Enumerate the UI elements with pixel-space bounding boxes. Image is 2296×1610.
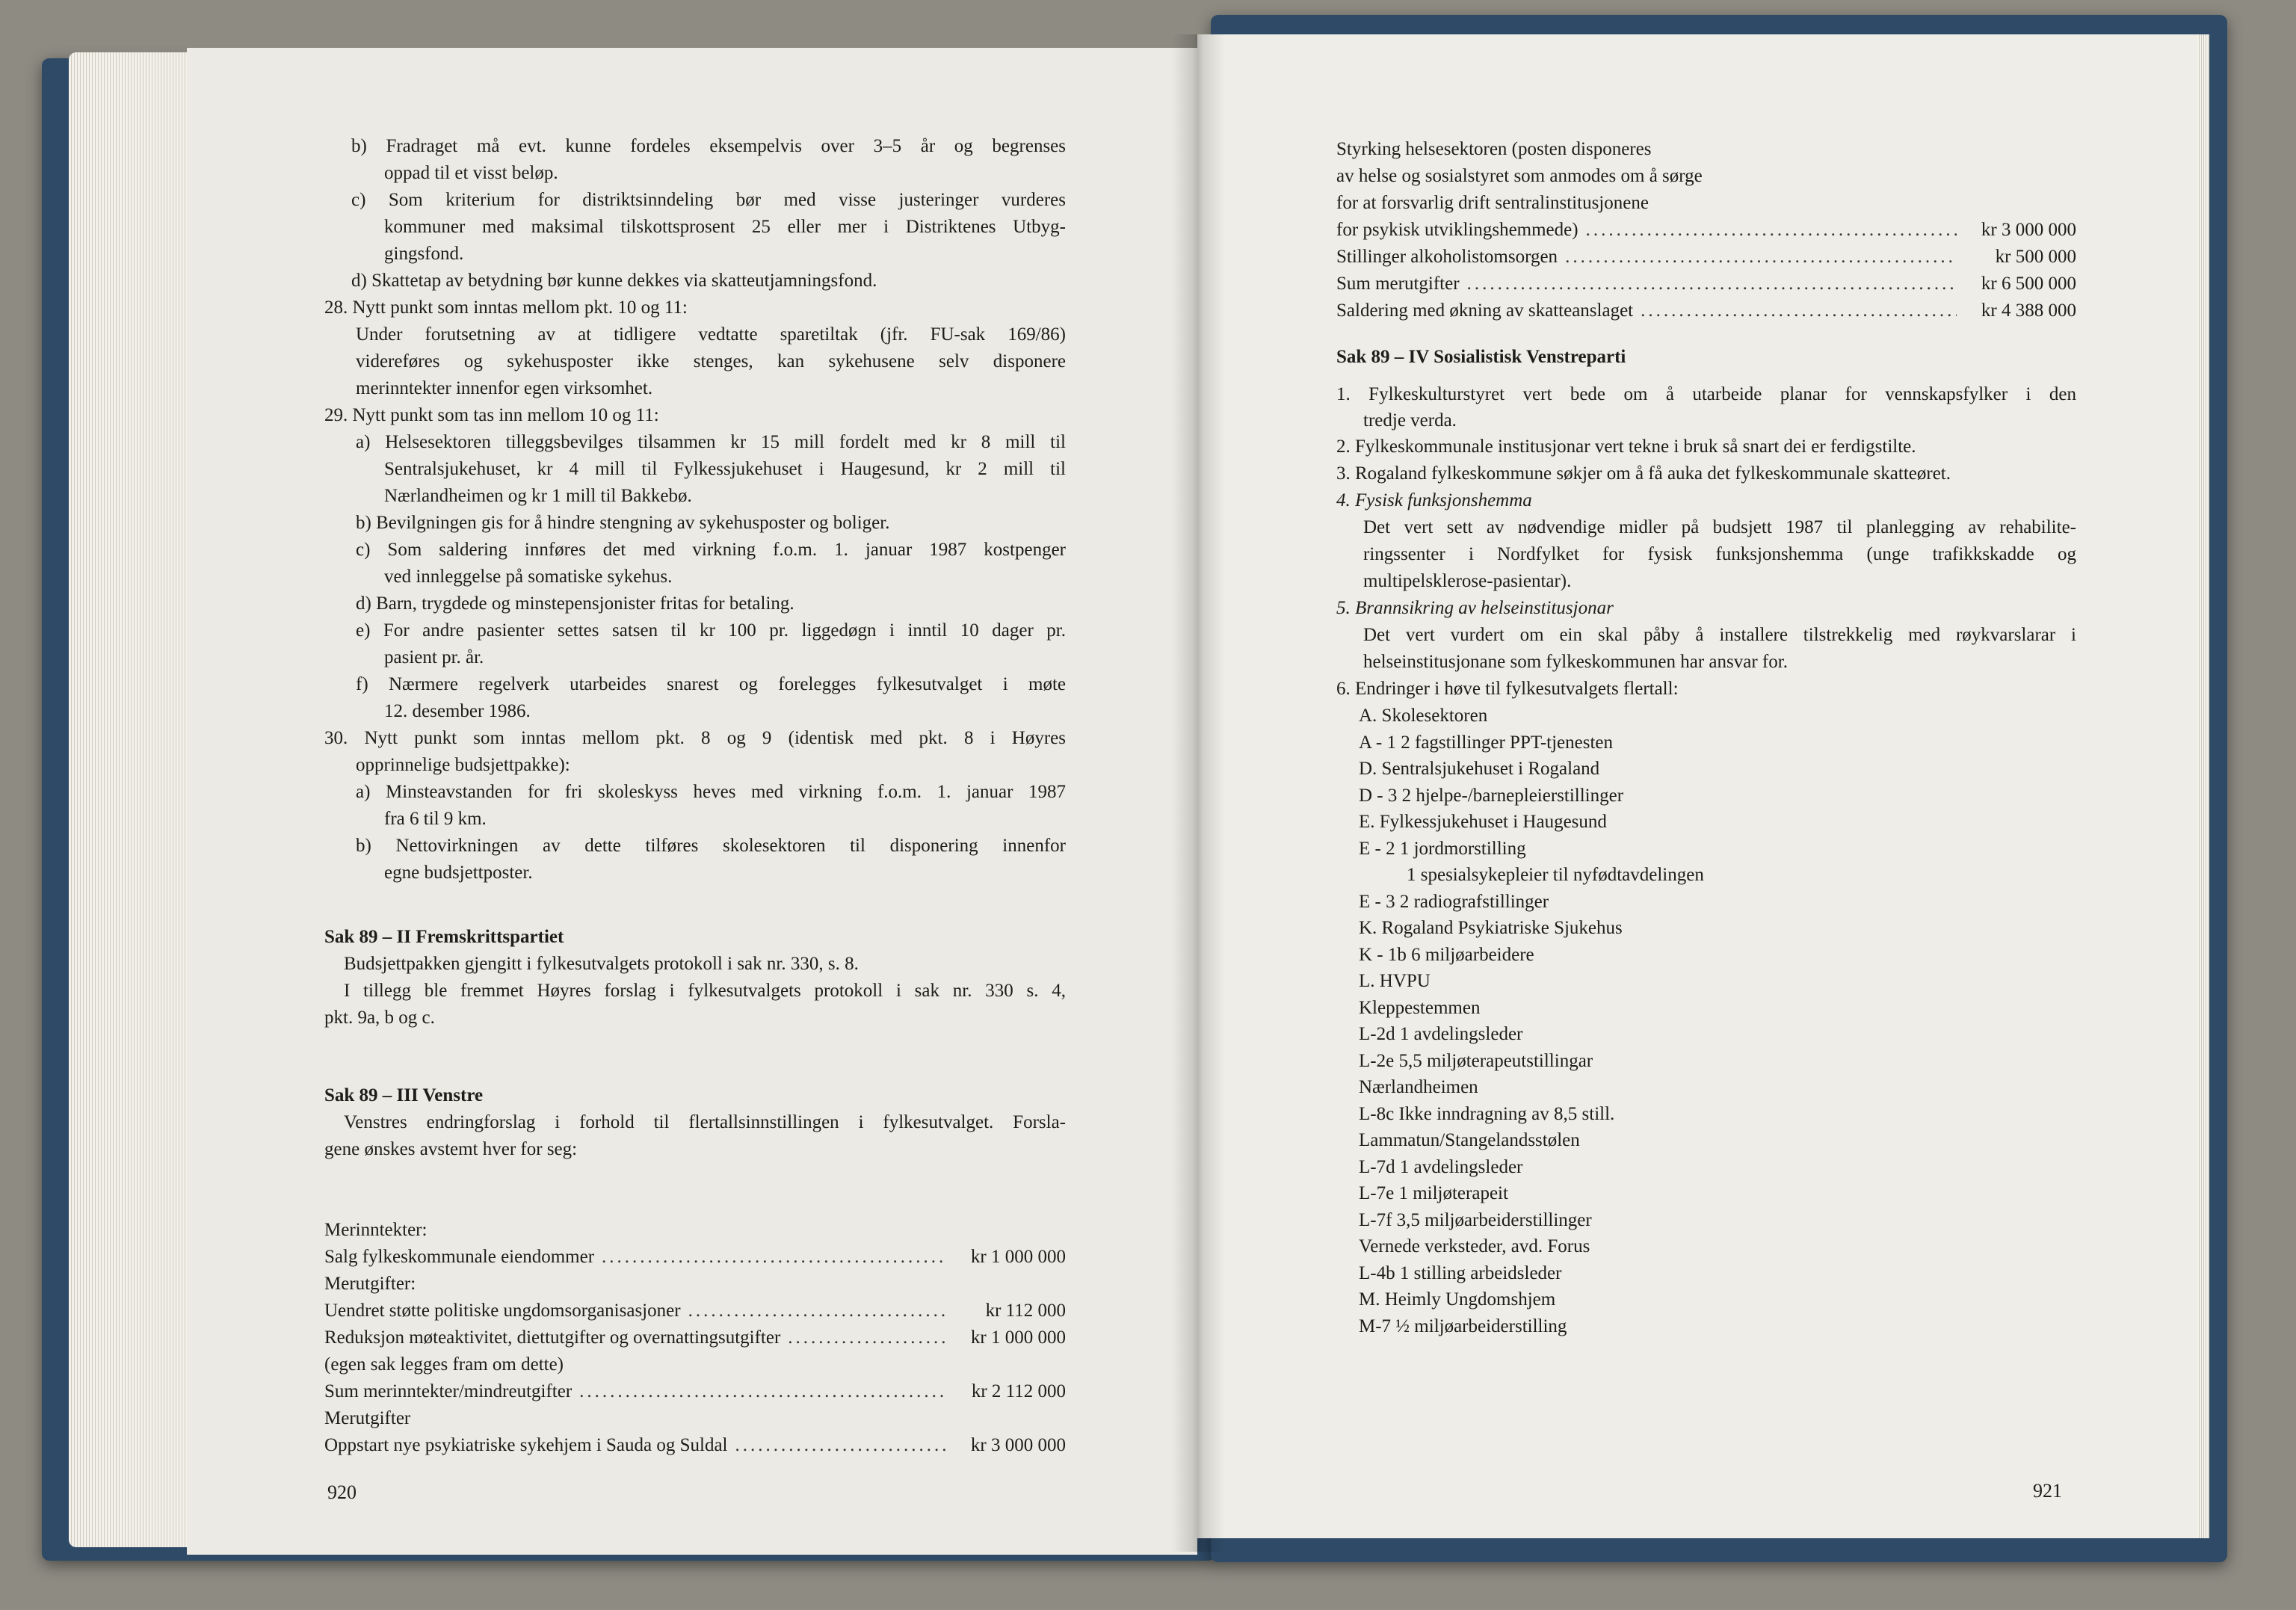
budget-row-label: Oppstart nye psykiatriske sykehjem i Sauda og Suldal <box>324 1435 728 1455</box>
text-line: d) Skattetap av betydning bør kunne dekkes via skatteutjamningsfond. <box>351 271 877 291</box>
text-line: Sentralsjukehuset, kr 4 mill til Fylkessjukehuset i Haugesund, kr 2 mill til <box>384 459 1066 479</box>
page-edges <box>69 52 196 1547</box>
leader-dots <box>688 1298 946 1324</box>
text-line: d) Barn, trygdede og minstepensjonister fritas for betaling. <box>356 593 794 614</box>
text-line: 3. Rogaland fylkeskommune søkjer om å få auka det fylkeskommunale skatteøret. <box>1336 463 1951 484</box>
change-item: A - 1 2 fagstillinger PPT-tjenesten <box>1359 732 1614 753</box>
text-line: 30. Nytt punkt som inntas mellom pkt. 8 og 9 (identisk med pkt. 8 i Høyres <box>324 728 1066 748</box>
text-line: b) Bevilgningen gis for å hindre stengning av sykehusposter og boliger. <box>356 513 890 533</box>
text-line: ringssenter i Nordfylket for fysisk funksjonshemma (unge trafikkskadde og <box>1363 544 2076 564</box>
text-line: c) Som kriterium for distriktsinndeling bør med visse justeringer vurderes <box>351 190 1066 210</box>
page-edges-right <box>2197 34 2209 1538</box>
budget-row-label: for psykisk utviklingshemmede) <box>1336 220 1578 240</box>
budget-row <box>324 1244 1066 1271</box>
change-item: M. Heimly Ungdomshjem <box>1359 1289 1556 1310</box>
text-line: 5. Brannsikring av helseinstitusjonar <box>1336 598 1614 618</box>
text-line: I tillegg ble fremmet Høyres forslag i fylkesutvalgets protokoll i sak nr. 330 s. 4, <box>344 981 1066 1001</box>
change-item: E - 2 1 jordmorstilling <box>1359 838 1526 859</box>
text-line: oppad til et visst beløp. <box>384 163 558 183</box>
text-line: merinntekter innenfor egen virksomhet. <box>356 378 653 398</box>
budget-row-amount: kr 112 000 <box>985 1301 1066 1321</box>
leader-dots <box>1565 244 1957 271</box>
text-line: fra 6 til 9 km. <box>384 809 487 829</box>
change-item: L-2d 1 avdelingsleder <box>1359 1024 1523 1044</box>
budget-row-amount: kr 500 000 <box>1995 247 2076 267</box>
leader-dots <box>602 1244 946 1271</box>
budget-row-label: Stillinger alkoholistomsorgen <box>1336 247 1558 267</box>
text-line: pkt. 9a, b og c. <box>324 1008 435 1028</box>
change-item: L-4b 1 stilling arbeidsleder <box>1359 1262 1562 1283</box>
text-line: gingsfond. <box>384 244 464 264</box>
text-line: Budsjettpakken gjengitt i fylkesutvalgets protokoll i sak nr. 330, s. 8. <box>344 954 859 974</box>
text-line: Under forutsetning av at tidligere vedtatte sparetiltak (jfr. FU-sak 169/86) <box>356 324 1066 345</box>
change-item: Kleppestemmen <box>1359 997 1481 1018</box>
budget-label: (egen sak legges fram om dette) <box>324 1354 564 1375</box>
text-line: Styrking helsesektoren (posten disponeres <box>1336 139 1652 159</box>
leader-dots <box>579 1378 946 1405</box>
text-line: 6. Endringer i høve til fylkesutvalgets flertall: <box>1336 679 1679 699</box>
text-line: Nærlandheimen og kr 1 mill til Bakkebø. <box>384 486 692 506</box>
budget-row <box>1336 271 2076 297</box>
change-item: E. Fylkessjukehuset i Haugesund <box>1359 812 1607 832</box>
leader-dots <box>788 1324 946 1351</box>
budget-row-amount: kr 1 000 000 <box>970 1247 1066 1267</box>
text-line: a) Minsteavstanden for fri skoleskyss heves med virkning f.o.m. 1. januar 1987 <box>356 782 1066 802</box>
budget-row-amount: kr 2 112 000 <box>971 1381 1066 1401</box>
text-line: 29. Nytt punkt som tas inn mellom 10 og 11: <box>324 405 659 425</box>
budget-row-amount: kr 1 000 000 <box>970 1327 1066 1348</box>
change-item: Nærlandheimen <box>1359 1077 1478 1097</box>
change-item: L-7f 3,5 miljøarbeiderstillinger <box>1359 1209 1592 1230</box>
change-item: L-7d 1 avdelingsleder <box>1359 1156 1523 1177</box>
budget-label: Merinntekter: <box>324 1220 428 1240</box>
budget-row-label: Uendret støtte politiske ungdomsorganisasjoner <box>324 1301 681 1321</box>
text-line: c) Som saldering innføres det med virkning f.o.m. 1. januar 1987 kostpenger <box>356 540 1066 560</box>
text-line: Det vert vurdert om ein skal påby å installere tilstrekkelig med røykvarslarar i <box>1363 625 2076 645</box>
text-line: av helse og sosialstyret som anmodes om å sørge <box>1336 166 1703 186</box>
text-line: gene ønskes avstemt hver for seg: <box>324 1139 578 1159</box>
leader-dots <box>1586 217 1957 244</box>
text-line: Det vert sett av nødvendige midler på budsjett 1987 til planlegging av rehabilite- <box>1363 517 2076 537</box>
page-number: 920 <box>327 1481 357 1503</box>
budget-row-label: Salg fylkeskommunale eiendommer <box>324 1247 595 1267</box>
text-line: videreføres og sykehusposter ikke stenges, kan sykehusene selv disponere <box>356 351 1066 371</box>
change-item: Vernede verksteder, avd. Forus <box>1359 1236 1590 1256</box>
change-item: L. HVPU <box>1359 971 1431 991</box>
text-line: a) Helsesektoren tilleggsbevilges tilsammen kr 15 mill fordelt med kr 8 mill til <box>356 432 1066 452</box>
leader-dots <box>1467 271 1957 297</box>
budget-row <box>1336 297 2076 324</box>
text-line: helseinstitusjonane som fylkeskommunen har ansvar for. <box>1363 652 1788 672</box>
text-line: b) Fradraget må evt. kunne fordeles eksempelvis over 3–5 år og begrenses <box>351 136 1066 156</box>
text-line: multipelsklerose-pasientar). <box>1363 571 1572 591</box>
text-line: e) For andre pasienter settes satsen til kr 100 pr. liggedøgn i inntil 10 dager pr. <box>356 620 1066 641</box>
change-item: D. Sentralsjukehuset i Rogaland <box>1359 759 1600 779</box>
page-number: 921 <box>2033 1480 2062 1502</box>
leader-dots <box>1641 297 1957 324</box>
text-line: Venstres endringforslag i forhold til flertallsinnstillingen i fylkesutvalget. Forsla- <box>344 1112 1066 1132</box>
budget-row <box>1336 217 2076 244</box>
text-line: b) Nettovirkningen av dette tilføres skolesektoren til disponering innenfor <box>356 836 1066 856</box>
book-spine-shadow <box>1172 34 1224 1552</box>
text-line: kommuner med maksimal tilskottsprosent 25 eller mer i Distriktenes Utbyg- <box>384 217 1066 237</box>
text-line: 2. Fylkeskommunale institusjonar vert tekne i bruk så snart dei er ferdigstilte. <box>1336 437 1916 457</box>
text-line: for at forsvarlig drift sentralinstitusjonene <box>1336 193 1649 213</box>
budget-row <box>324 1378 1066 1405</box>
budget-label: Merutgifter: <box>324 1274 416 1294</box>
change-item: L-8c Ikke inndragning av 8,5 still. <box>1359 1103 1615 1124</box>
text-line: f) Nærmere regelverk utarbeides snarest og forelegges fylkesutvalget i møte <box>356 674 1066 694</box>
text-line: pasient pr. år. <box>384 647 484 667</box>
text-line: tredje verda. <box>1363 410 1457 431</box>
change-item: 1 spesialsykepleier til nyfødtavdelingen <box>1407 865 1704 885</box>
section-heading: Sak 89 – IV Sosialistisk Venstreparti <box>1336 347 1626 367</box>
section-heading: Sak 89 – II Fremskrittspartiet <box>324 927 564 947</box>
text-line: 1. Fylkeskulturstyret vert bede om å utarbeide planar for vennskapsfylker i den <box>1336 384 2076 404</box>
budget-row <box>1336 244 2076 271</box>
change-item: M-7 ½ miljøarbeiderstilling <box>1359 1316 1567 1336</box>
change-item: Lammatun/Stangelandsstølen <box>1359 1130 1580 1150</box>
text-line: opprinnelige budsjettpakke): <box>356 755 570 775</box>
budget-row-amount: kr 6 500 000 <box>1981 274 2076 294</box>
budget-row-amount: kr 4 388 000 <box>1981 300 2076 321</box>
text-line: 28. Nytt punkt som inntas mellom pkt. 10 og 11: <box>324 297 688 318</box>
text-line: ved innleggelse på somatiske sykehus. <box>384 567 673 587</box>
change-item: E - 3 2 radiografstillinger <box>1359 891 1549 912</box>
budget-row <box>324 1432 1066 1459</box>
change-item: L-2e 5,5 miljøterapeutstillingar <box>1359 1050 1593 1071</box>
budget-row-amount: kr 3 000 000 <box>1981 220 2076 240</box>
section-heading: Sak 89 – III Venstre <box>324 1085 484 1105</box>
budget-row <box>324 1324 1066 1351</box>
budget-row-amount: kr 3 000 000 <box>970 1435 1066 1455</box>
budget-row-label: Saldering med økning av skatteanslaget <box>1336 300 1634 321</box>
budget-label: Merutgifter <box>324 1408 411 1428</box>
change-item: K. Rogaland Psykiatriske Sjukehus <box>1359 918 1623 938</box>
text-line: 12. desember 1986. <box>384 701 531 721</box>
budget-row-label: Sum merutgifter <box>1336 274 1460 294</box>
budget-row-label: Sum merinntekter/mindreutgifter <box>324 1381 573 1401</box>
change-item: D - 3 2 hjelpe-/barnepleierstillinger <box>1359 785 1624 806</box>
change-item: A. Skolesektoren <box>1359 706 1488 726</box>
text-line: 4. Fysisk funksjonshemma <box>1336 490 1532 511</box>
change-item: L-7e 1 miljøterapeit <box>1359 1183 1508 1203</box>
text-line: egne budsjettposter. <box>384 863 533 883</box>
leader-dots <box>735 1432 946 1459</box>
change-item: K - 1b 6 miljøarbeidere <box>1359 944 1534 965</box>
budget-row-label: Reduksjon møteaktivitet, diettutgifter og overnattingsutgifter <box>324 1327 781 1348</box>
budget-row <box>324 1298 1066 1324</box>
